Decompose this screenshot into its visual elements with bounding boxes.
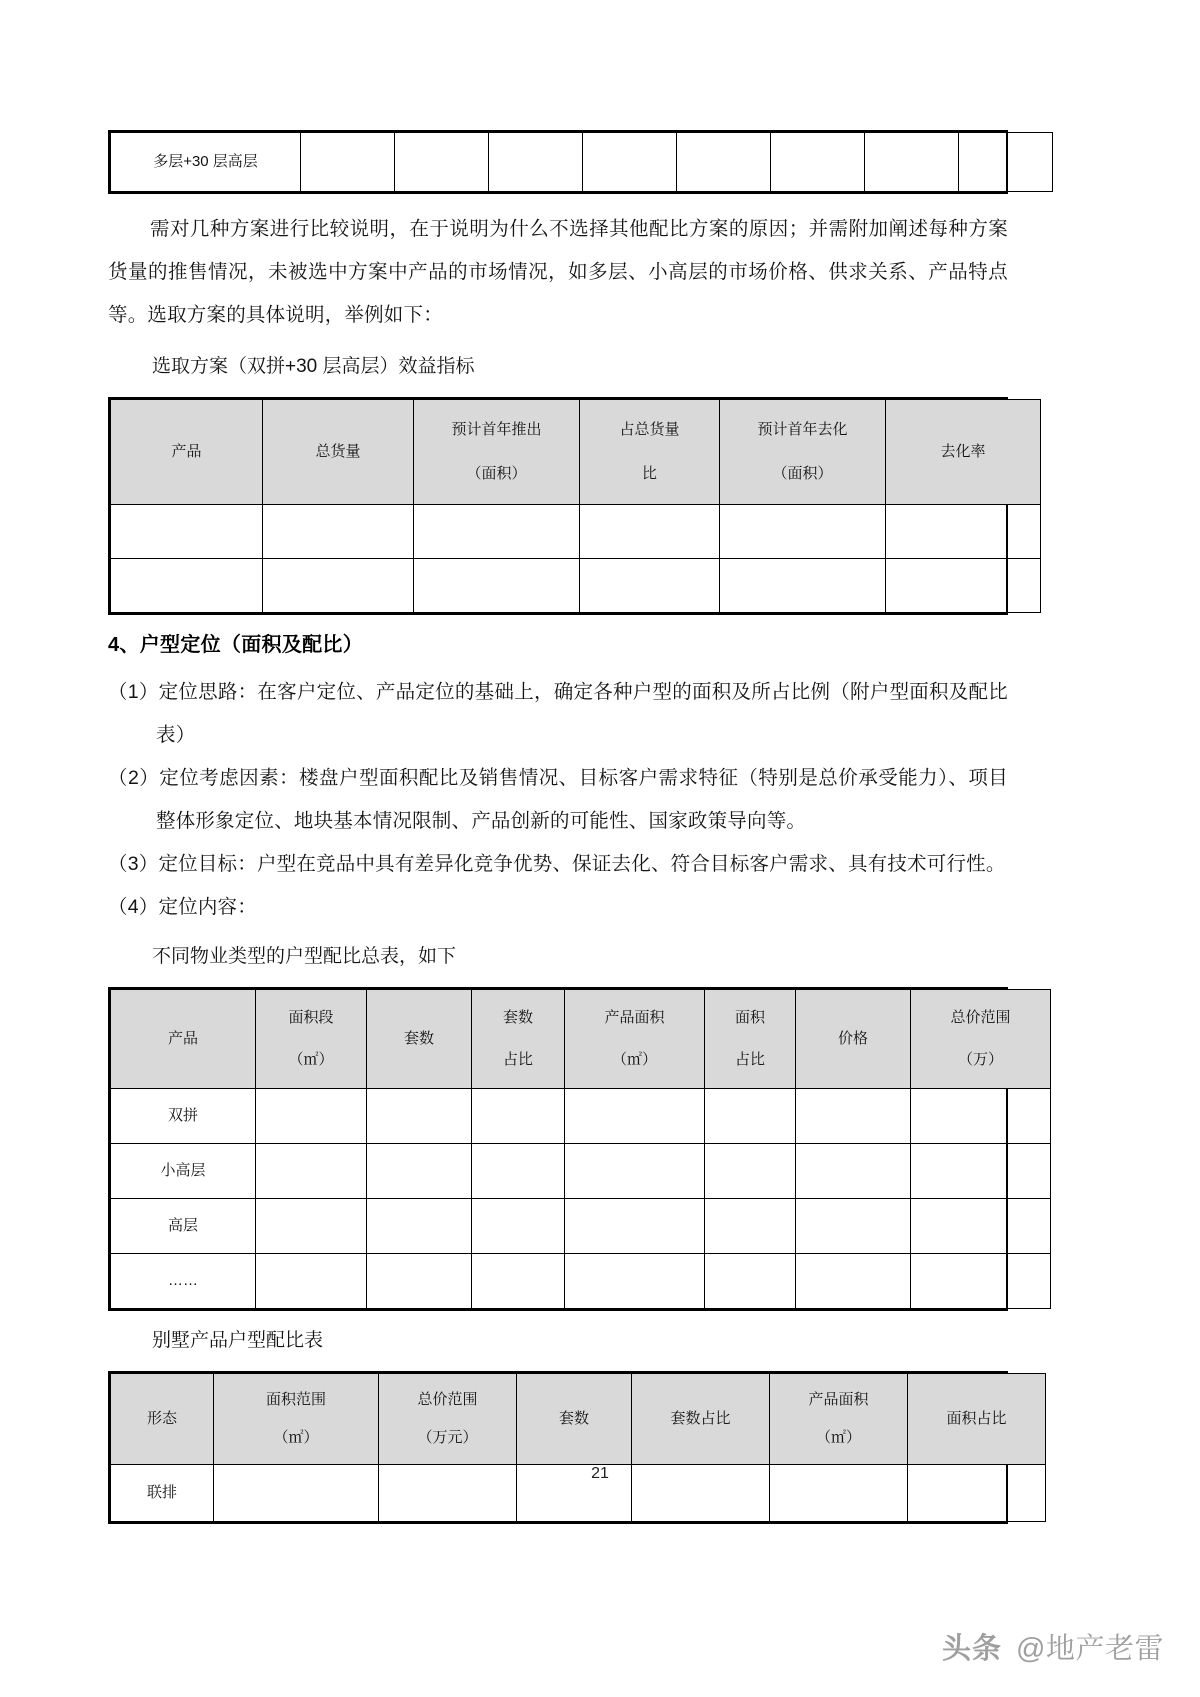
header-line-1: 总货量	[315, 443, 361, 461]
empty-cell	[720, 559, 886, 613]
spacer	[108, 194, 1008, 208]
caption-villa-table: 别墅产品户型配比表	[152, 1330, 324, 1351]
empty-cell	[911, 1089, 1051, 1144]
header-cell-first-year-sold	[720, 400, 886, 505]
table-row	[111, 559, 1041, 613]
list-item-positioning-approach: （1）定位思路：在客户定位、产品定位的基础上，确定各种户型的面积及所占比例（附户型面积及配比表）	[108, 681, 1008, 746]
header-cell-total-price-range	[911, 990, 1051, 1089]
empty-cell	[705, 1254, 796, 1309]
empty-cell	[367, 1199, 472, 1254]
section-heading-unit-positioning: 4、户型定位（面积及配比）	[108, 634, 364, 656]
empty-cell	[472, 1089, 565, 1144]
spacer	[108, 337, 1008, 347]
header-line-2: （面积）	[466, 465, 527, 482]
header-cell-unit-count	[517, 1374, 632, 1465]
top-margin	[108, 0, 1008, 130]
empty-cell	[886, 505, 1041, 559]
spacer	[258, 1029, 364, 1049]
header-line-1: 套数占比	[670, 1410, 731, 1428]
header-cell-product	[111, 400, 263, 505]
header-cell-share-of-total	[580, 400, 720, 505]
empty-cell	[580, 559, 720, 613]
empty-cell	[367, 1089, 472, 1144]
table-header-row	[111, 400, 1041, 505]
header-line-2: （面积）	[772, 465, 833, 482]
empty-cell	[796, 1089, 911, 1144]
header-line-1: 总价范围	[417, 1391, 478, 1409]
spacer	[582, 441, 717, 463]
table-header-row	[111, 990, 1051, 1089]
header-line-1: 产品	[167, 1030, 198, 1048]
header-cell-unit-count	[367, 990, 472, 1089]
empty-cell	[565, 1254, 705, 1309]
empty-cell	[263, 505, 414, 559]
empty-cell	[111, 559, 263, 613]
header-line-1: 面积段	[288, 1009, 334, 1027]
spacer	[722, 441, 883, 463]
empty-cell	[720, 505, 886, 559]
spacer	[381, 1411, 514, 1427]
header-line-1: 面积	[734, 1009, 765, 1027]
table-row	[111, 1254, 1051, 1309]
empty-cell	[256, 1144, 367, 1199]
header-line-1: 形态	[146, 1410, 177, 1428]
spacer	[108, 1361, 1008, 1371]
row-label-cell: 联排	[111, 1465, 214, 1522]
empty-cell	[414, 505, 580, 559]
empty-cell	[111, 505, 263, 559]
header-line-1: 预计首年去化	[757, 421, 848, 439]
header-cell-form	[111, 1374, 214, 1465]
list-item-positioning-factors: （2）定位考虑因素：楼盘户型面积配比及销售情况、目标客户需求特征（特别是总价承受能力）、项目整体形象定位、地块基本情况限制、产品创新的可能性、国家政策导向等。	[108, 767, 1008, 832]
header-cell-area-range	[256, 990, 367, 1089]
empty-cell	[565, 1089, 705, 1144]
list-item-positioning-goal: （3）定位目标：户型在竞品中具有差异化竞争优势、保证去化、符合目标客户需求、具有技术可行性。	[108, 853, 1006, 875]
header-line-2: （万元）	[417, 1429, 478, 1446]
header-line-1: 去化率	[940, 443, 986, 461]
empty-cell	[414, 559, 580, 613]
empty-cell	[565, 1199, 705, 1254]
header-line-1: 产品	[171, 443, 202, 461]
header-line-1: 面积占比	[946, 1410, 1007, 1428]
empty-cell	[395, 133, 489, 192]
empty-cell	[705, 1199, 796, 1254]
header-cell-area-share	[705, 990, 796, 1089]
table-row	[111, 1199, 1051, 1254]
spacer	[108, 977, 1008, 987]
empty-cell	[263, 559, 414, 613]
caption-mix-table: 不同物业类型的户型配比总表，如下	[152, 946, 457, 967]
empty-cell	[472, 1144, 565, 1199]
scheme-label-cell: 多层+30 层高层	[111, 133, 301, 192]
header-line-2: （㎡）	[273, 1429, 319, 1446]
page-content	[108, 0, 1011, 1524]
row-label-cell: 高层	[111, 1199, 256, 1254]
header-line-2: （㎡）	[288, 1051, 334, 1068]
table-row	[111, 133, 1053, 192]
row-label-cell: 小高层	[111, 1144, 256, 1199]
header-line-2: 比	[641, 465, 657, 482]
empty-cell	[705, 1089, 796, 1144]
empty-cell	[472, 1199, 565, 1254]
header-line-2: 占比	[734, 1051, 765, 1068]
header-line-1: 预计首年推出	[451, 421, 542, 439]
watermark-handle: @地产老雷	[1016, 1633, 1164, 1665]
spacer	[216, 1411, 376, 1427]
spacer	[913, 1029, 1048, 1049]
header-cell-first-year-launch	[414, 400, 580, 505]
list-item-positioning-content: （4）定位内容：	[108, 896, 257, 918]
spacer	[567, 1029, 702, 1049]
header-line-1: 总价范围	[950, 1009, 1011, 1027]
spacer	[108, 387, 1008, 397]
spacer	[108, 615, 1008, 625]
empty-cell	[580, 505, 720, 559]
header-line-2: （万）	[957, 1051, 1003, 1068]
empty-cell	[911, 1144, 1051, 1199]
empty-cell	[256, 1199, 367, 1254]
paragraph-scheme-explanation: 需对几种方案进行比较说明，在于说明为什么不选择其他配比方案的原因；并需附加阐述每种方案货量的推售情况，未被选中方案中产品的市场情况，如多层、小高层的市场价格、供求关系、产品特点等。选取方案的具体说明，举例如下：	[108, 218, 1008, 326]
continued-scheme-table	[108, 130, 1008, 194]
row-label-cell: 双拼	[111, 1089, 256, 1144]
empty-cell	[367, 1254, 472, 1309]
empty-cell	[865, 133, 959, 192]
toutiao-logo: 头条	[942, 1633, 1003, 1665]
empty-cell	[796, 1254, 911, 1309]
header-cell-total-price-range	[379, 1374, 517, 1465]
benefit-indicator-table	[108, 397, 1008, 615]
spacer	[772, 1411, 905, 1427]
empty-cell	[911, 1199, 1051, 1254]
empty-cell	[367, 1144, 472, 1199]
empty-cell	[565, 1144, 705, 1199]
villa-unit-mix-table	[108, 1371, 1008, 1524]
header-cell-product	[111, 990, 256, 1089]
header-cell-area-share	[908, 1374, 1046, 1465]
empty-cell	[472, 1254, 565, 1309]
empty-cell	[256, 1089, 367, 1144]
empty-cell	[959, 133, 1053, 192]
page-number: 21	[591, 1465, 609, 1482]
empty-cell	[301, 133, 395, 192]
table-row	[111, 1144, 1051, 1199]
header-line-1: 产品面积	[604, 1009, 665, 1027]
table-row	[111, 505, 1041, 559]
table-row	[111, 1089, 1051, 1144]
spacer	[108, 929, 1008, 937]
spacer	[707, 1029, 793, 1049]
empty-cell	[677, 133, 771, 192]
header-line-2: 占比	[502, 1051, 533, 1068]
header-line-1: 套数	[403, 1030, 434, 1048]
header-line-1: 占总货量	[619, 421, 680, 439]
header-cell-total-volume	[263, 400, 414, 505]
empty-cell	[886, 559, 1041, 613]
header-cell-sell-through-rate	[886, 400, 1041, 505]
unit-mix-summary-table	[108, 987, 1011, 1311]
caption-benefit-table: 选取方案（双拼+30 层高层）效益指标	[152, 356, 475, 377]
header-cell-product-area	[770, 1374, 908, 1465]
header-line-1: 套数	[558, 1410, 589, 1428]
spacer	[416, 441, 577, 463]
empty-cell	[771, 133, 865, 192]
header-line-1: 面积范围	[265, 1391, 326, 1409]
empty-cell	[256, 1254, 367, 1309]
spacer	[108, 1311, 1008, 1321]
watermark	[942, 1626, 1164, 1667]
header-line-1: 产品面积	[808, 1391, 869, 1409]
empty-cell	[489, 133, 583, 192]
empty-cell	[911, 1254, 1051, 1309]
header-cell-unit-share	[472, 990, 565, 1089]
header-cell-product-area	[565, 990, 705, 1089]
row-label-cell: ……	[111, 1254, 256, 1309]
header-line-2: （㎡）	[611, 1051, 657, 1068]
empty-cell	[705, 1144, 796, 1199]
table-header-row	[111, 1374, 1046, 1465]
header-cell-unit-share	[632, 1374, 770, 1465]
empty-cell	[796, 1144, 911, 1199]
header-line-1: 价格	[837, 1030, 868, 1048]
empty-cell	[796, 1199, 911, 1254]
empty-cell	[583, 133, 677, 192]
header-line-1: 套数	[502, 1009, 533, 1027]
header-cell-price	[796, 990, 911, 1089]
header-line-2: （㎡）	[815, 1429, 861, 1446]
spacer	[474, 1029, 562, 1049]
header-cell-area-range	[214, 1374, 379, 1465]
